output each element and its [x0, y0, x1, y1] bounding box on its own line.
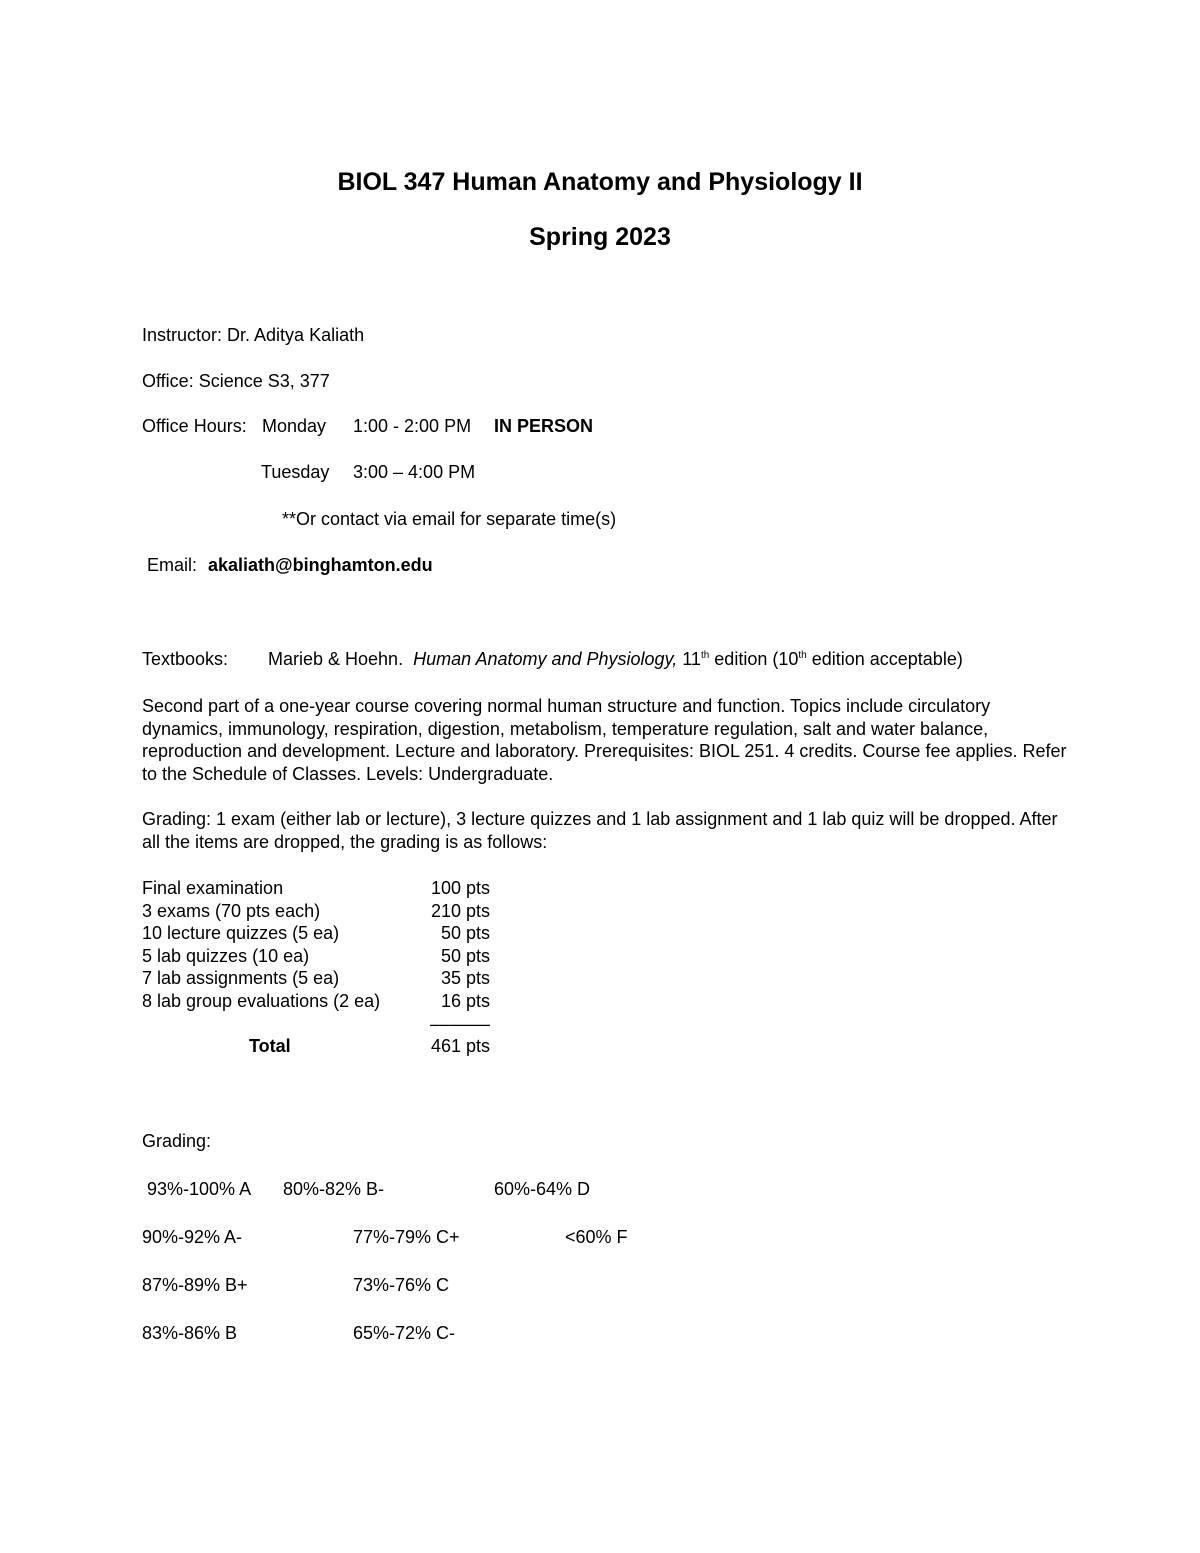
grade-item: 8 lab group evaluations (2 ea): [142, 990, 381, 1011]
total-rule: ––––––: [429, 1013, 490, 1034]
grading-policy: Grading: 1 exam (either lab or lecture), 3 lecture quizzes and 1 lab assignment and 1 lab quiz will be dropped. After all the items are dropped, the grading is as follows:: [142, 809, 1058, 852]
textbook-alt-edition: edition acceptable): [811, 649, 963, 669]
grade-item: 3 exams (70 pts each): [142, 900, 321, 921]
scale-entry: 80%-82% B-: [283, 1179, 385, 1199]
grade-item: 10 lecture quizzes (5 ea): [142, 923, 340, 944]
grade-points-column: [400, 877, 490, 1058]
grade-points: 16 pts: [440, 990, 490, 1011]
office-line: Office: Science S3, 377: [142, 371, 330, 391]
scale-entry: 87%-89% B+: [142, 1275, 248, 1295]
tuesday-day: Tuesday: [261, 462, 330, 482]
total-points: 461 pts: [430, 1036, 490, 1057]
scale-entry: 77%-79% C+: [353, 1227, 460, 1247]
textbook-edition-text: edition (10: [714, 649, 799, 669]
grading-scale-label: Grading:: [142, 1131, 212, 1151]
total-label: Total: [249, 1036, 291, 1056]
textbook-edition-number: 11: [682, 649, 701, 669]
grade-items-column: [142, 877, 380, 1013]
textbook-title: Human Anatomy and Physiology,: [413, 649, 678, 669]
grade-item: 5 lab quizzes (10 ea): [142, 945, 310, 966]
term-title: Spring 2023: [529, 223, 671, 251]
scale-entry: 65%-72% C-: [353, 1323, 456, 1343]
grade-points: 50 pts: [440, 923, 490, 944]
alt-edition-superscript: th: [798, 650, 807, 661]
scale-entry: 73%-76% C: [353, 1275, 450, 1295]
office-hours-label: Office Hours:: [142, 416, 247, 436]
grade-points: 100 pts: [430, 878, 490, 898]
course-title: BIOL 347 Human Anatomy and Physiology II: [337, 168, 863, 196]
monday-time: 1:00 - 2:00 PM: [353, 416, 472, 436]
scale-entry: 90%-92% A-: [142, 1227, 243, 1247]
email-note: **Or contact via email for separate time(s): [282, 509, 617, 529]
textbook-authors: Marieb & Hoehn.: [268, 649, 404, 669]
scale-entry: 83%-86% B: [142, 1323, 238, 1343]
tuesday-time: 3:00 – 4:00 PM: [353, 462, 476, 482]
scale-entry: 93%-100% A: [147, 1179, 252, 1199]
scale-entry: <60% F: [565, 1227, 628, 1247]
instructor-line: Instructor: Dr. Aditya Kaliath: [142, 325, 365, 345]
grade-points: 35 pts: [440, 968, 490, 989]
course-description: Second part of a one-year course covering normal human structure and function. Topics include circulatory dynamics, immunology, respiration, digestion, metabolism, temperature regulation, salt and water balance, reproduction and development. Lecture and laboratory. Prerequisites: BIOL 251. 4 credits. Course fee applies. Refer to the Schedule of Classes. Levels: Undergraduate.: [142, 696, 1067, 785]
grade-item: Final examination: [142, 878, 284, 898]
textbooks-label: Textbooks:: [142, 649, 229, 669]
email-link[interactable]: akaliath@binghamton.edu: [208, 555, 433, 575]
monday-day: Monday: [262, 416, 327, 436]
in-person-badge: IN PERSON: [494, 416, 594, 436]
textbook-citation: [268, 648, 963, 670]
scale-entry: 60%-64% D: [494, 1179, 591, 1199]
email-label: Email:: [147, 555, 198, 575]
edition-superscript: th: [700, 650, 710, 661]
grade-points: 50 pts: [440, 945, 490, 966]
grade-points: 210 pts: [430, 900, 490, 921]
grade-item: 7 lab assignments (5 ea): [142, 968, 340, 989]
